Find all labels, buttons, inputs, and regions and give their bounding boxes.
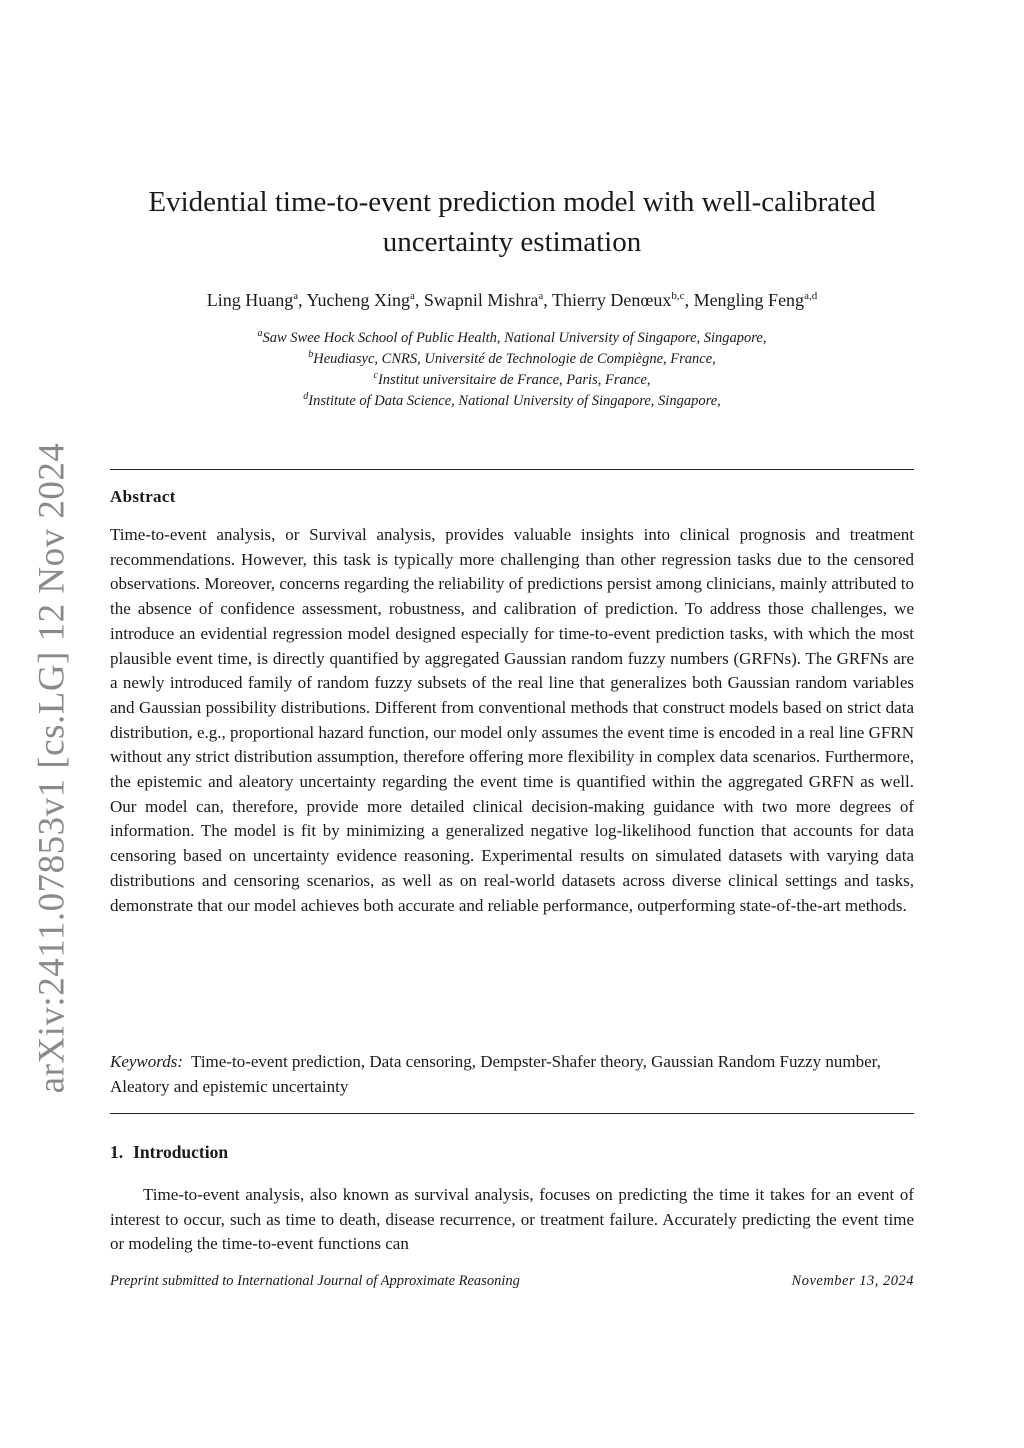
author: Swapnil Mishra$^a$	[423, 290, 544, 310]
abstract-top-rule	[110, 469, 914, 470]
section-title: Introduction	[133, 1142, 229, 1162]
footer-journal: Preprint submitted to International Journal of Approximate Reasoning	[110, 1273, 520, 1289]
title-line-2: uncertainty estimation	[382, 226, 642, 258]
author-list: Ling Huang$^a$, Yucheng Xing$^a$, Swapnil Mishra$^a$, Thierry Denœux$^{b,c}$, Mengling Feng$^{a,d}$	[206, 290, 818, 310]
affiliation: $^c$Institut universitaire de France, Paris, France,	[373, 370, 651, 388]
section-number: 1.	[110, 1142, 124, 1162]
author: Thierry Denœux$^{b,c}$	[551, 290, 685, 310]
arxiv-identifier-stamp: arXiv:2411.07853v1 [cs.LG] 12 Nov 2024	[31, 442, 73, 1094]
author: Ling Huang$^a$	[206, 290, 299, 310]
affiliation-list	[0, 328, 1024, 412]
affiliation: $^d$Institute of Data Science, National University of Singapore, Singapore,	[303, 391, 721, 409]
affiliation: $^a$Saw Swee Hock School of Public Health, National University of Singapore, Singapore,	[257, 328, 767, 346]
abstract-bottom-rule	[110, 1113, 914, 1114]
footer-date: November 13, 2024	[791, 1273, 914, 1289]
introduction-paragraph: Time-to-event analysis, also known as survival analysis, focuses on predicting the time it takes for an event of interest to occur, such as time to death, disease recurrence, or treatment failure. Accurately predicting the event time or modeling the time-to-event functions can	[110, 1185, 914, 1254]
keywords-label: Keywords:	[110, 1052, 184, 1071]
abstract-text: Time-to-event analysis, or Survival analysis, provides valuable insights into clinical prognosis and treatment recommendations. However, this task is typically more challenging than other regression tasks due to the censored observations. Moreover, concerns regarding the reliability of predictions persist among clinicians, mainly attributed to the absence of confidence assessment, robustness, and calibration of prediction. To address those challenges, we introduce an evidential regression model designed especially for time-to-event prediction tasks, with which the most plausible event time, is directly quantified by aggregated Gaussian random fuzzy numbers (GRFNs). The GRFNs are a newly introduced family of random fuzzy subsets of the real line that generalizes both Gaussian random variables and Gaussian possibility distributions. Different from conventional methods that construct models based on strict data distribution, e.g., proportional hazard function, our model only assumes the event time is encoded in a real line GFRN without any strict distribution assumption, therefore offering more flexibility in complex data scenarios. Furthermore, the epistemic and aleatory uncertainty regarding the event time is quantified within the aggregated GRFN as well. Our model can, therefore, provide more detailed clinical decision-making guidance with two more degrees of information. The model is fit by minimizing a generalized negative log-likelihood function that accounts for data censoring based on uncertainty evidence reasoning. Experimental results on simulated datasets with varying data distributions and censoring scenarios, as well as on real-world datasets across diverse clinical settings and tasks, demonstrate that our model achieves both accurate and reliable performance, outperforming state-of-the-art methods.	[110, 525, 914, 915]
paper-title	[0, 182, 1024, 262]
keywords	[110, 1049, 914, 1099]
abstract-heading: Abstract	[110, 487, 176, 506]
affiliation: $^b$Heudiasyc, CNRS, Université de Technologie de Compiègne, France,	[308, 349, 716, 367]
keywords-text: Time-to-event prediction, Data censoring, Dempster-Shafer theory, Gaussian Random Fuzzy number, Aleatory and epistemic uncertainty	[110, 1052, 881, 1096]
title-line-1: Evidential time-to-event prediction model with well-calibrated	[148, 186, 876, 218]
author: Mengling Feng$^{a,d}$	[693, 290, 818, 310]
author: Yucheng Xing$^a$	[306, 290, 415, 310]
section-heading-introduction	[110, 1142, 228, 1163]
